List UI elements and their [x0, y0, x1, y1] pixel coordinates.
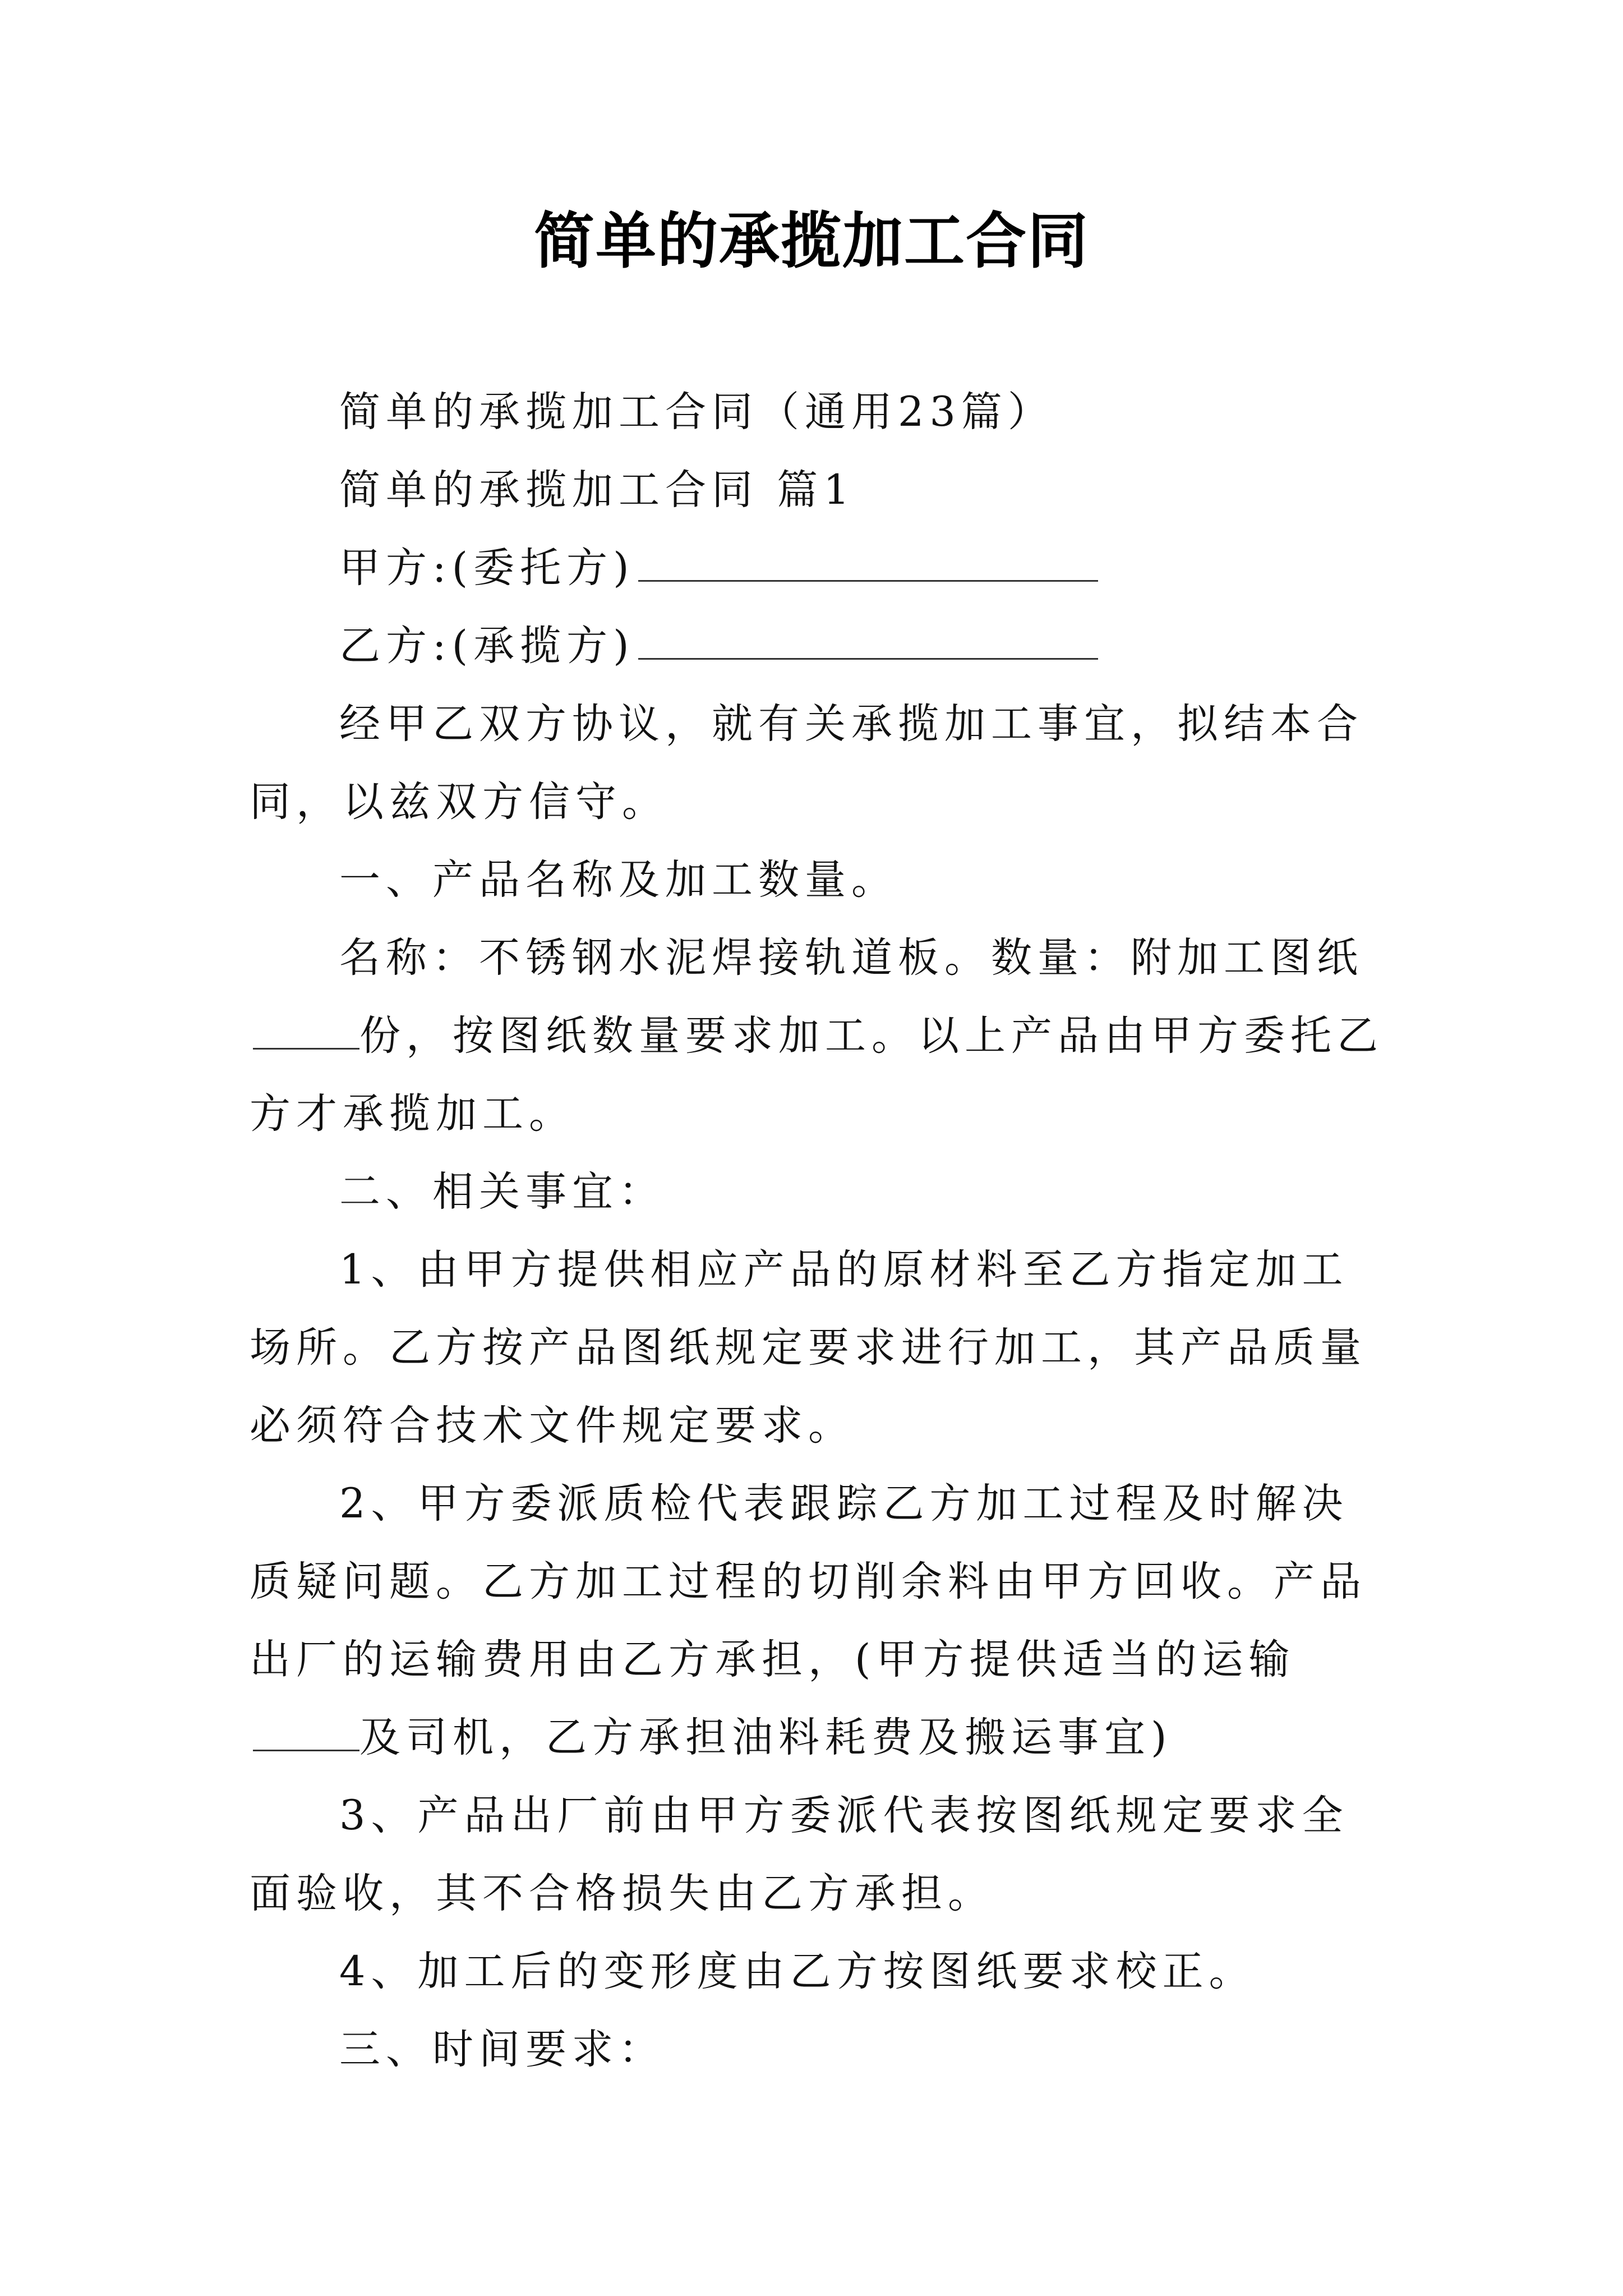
- section-heading: 简单的承揽加工合同 篇1: [339, 466, 855, 514]
- intro-paragraph: 经甲乙双方协议，就有关承揽加工事宜，拟结本合同，以兹双方信守。: [250, 700, 1363, 826]
- transport-blank: [253, 1710, 359, 1751]
- clause-1-paragraph: [250, 919, 1388, 1153]
- party-a-label: 甲方:(委托方): [339, 544, 635, 592]
- clause-1-heading: 一、产品名称及加工数量。: [339, 856, 898, 904]
- item-2-text-a: 2、甲方委派质检代表跟踪乙方加工过程及时解决质疑问题。乙方加工过程的切削余料由甲方回收。产品出厂的运输费用由乙方承担，(甲方提供适当的运输: [250, 1480, 1367, 1683]
- document-subtitle: 简单的承揽加工合同（通用23篇）: [339, 388, 1054, 436]
- party-b-line: [250, 607, 1388, 685]
- item-2-paragraph: [250, 1465, 1388, 1777]
- document-body: [250, 373, 1388, 2088]
- party-b-blank: [638, 619, 1098, 660]
- item-1-paragraph: 1、由甲方提供相应产品的原材料至乙方指定加工场所。乙方按产品图纸规定要求进行加工，其产品质量必须符合技术文件规定要求。: [250, 1246, 1367, 1450]
- document-title: 简单的承揽加工合同: [533, 206, 1089, 277]
- item-4-paragraph: 4、加工后的变形度由乙方按图纸要求校正。: [339, 1948, 1256, 1995]
- party-a-blank: [638, 541, 1098, 582]
- party-a-line: [250, 529, 1388, 607]
- clause-1-text-b: 份，按图纸数量要求加工。以上产品由甲方委托乙方才承揽加工。: [250, 1012, 1384, 1138]
- clause-2-heading: 二、相关事宜：: [339, 1168, 665, 1216]
- item-2-text-b: 及司机，乙方承担油料耗费及搬运事宜): [359, 1714, 1173, 1761]
- drawing-count-blank: [253, 1009, 359, 1050]
- party-b-label: 乙方:(承揽方): [339, 622, 635, 670]
- clause-1-text-a: 名称：不锈钢水泥焊接轨道板。数量：附加工图纸: [339, 934, 1363, 982]
- clause-3-heading: 三、时间要求：: [339, 2026, 665, 2073]
- item-3-paragraph: 3、产品出厂前由甲方委派代表按图纸规定要求全面验收，其不合格损失由乙方承担。: [250, 1792, 1349, 1917]
